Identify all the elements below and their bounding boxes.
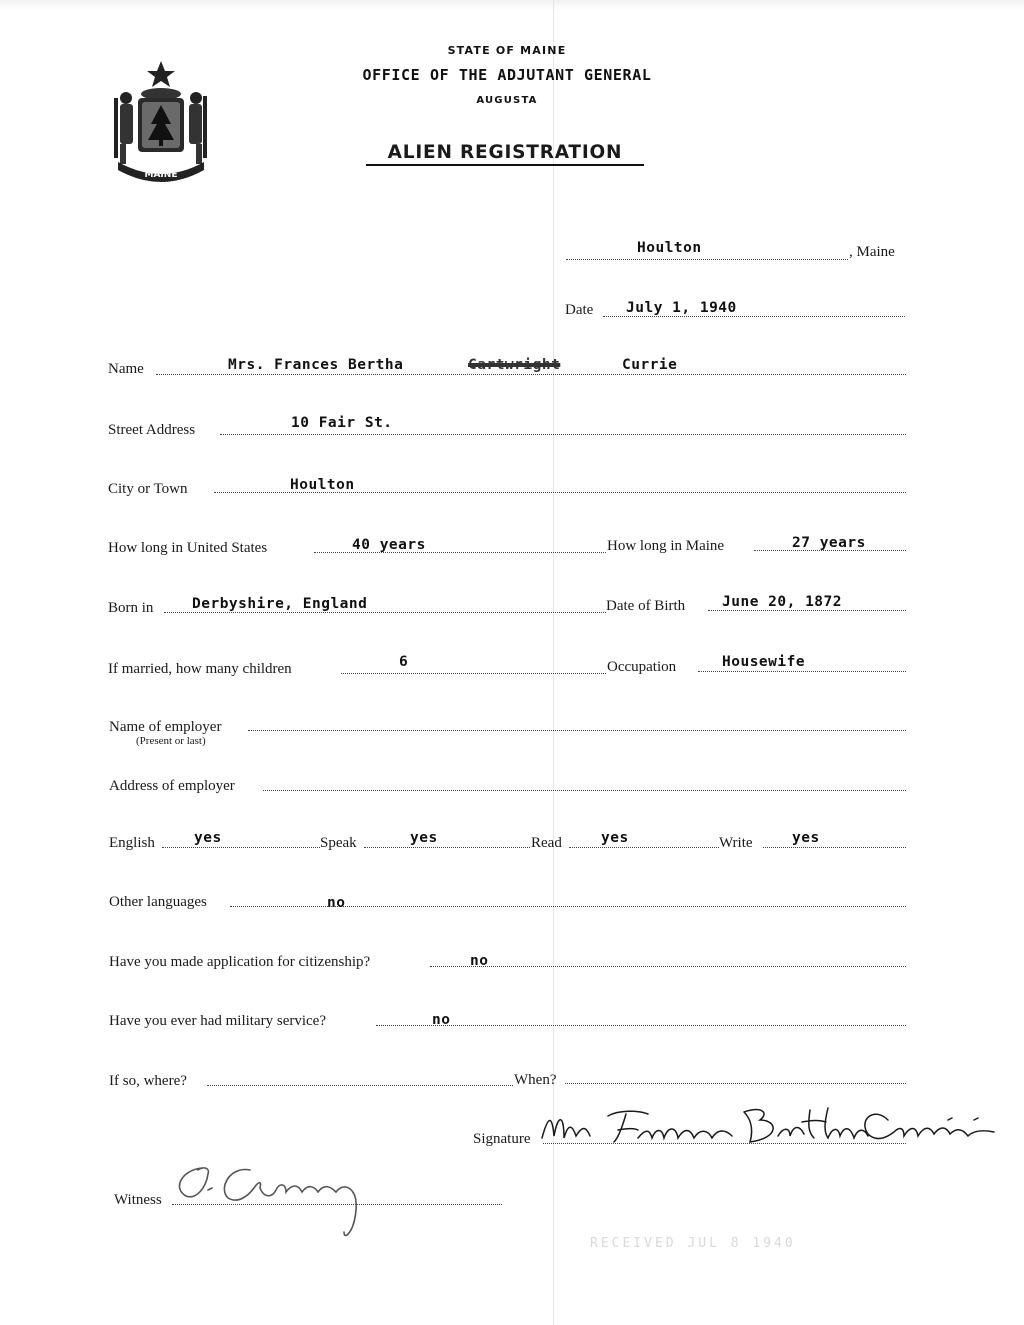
citizenship-value: no <box>470 953 489 969</box>
when-line <box>565 1083 906 1084</box>
if-so-where-line <box>207 1085 513 1086</box>
occupation-label: Occupation <box>607 659 677 675</box>
write-line <box>763 847 906 848</box>
seal-banner-text: MAINE <box>144 170 178 180</box>
write-value: yes <box>792 830 820 846</box>
birth-date-line <box>708 610 906 611</box>
speak-label: Speak <box>320 835 357 851</box>
street-line <box>220 434 906 435</box>
city-town-value: Houlton <box>290 477 355 493</box>
read-label: Read <box>531 835 562 851</box>
witness-signature-handwriting <box>168 1158 388 1244</box>
scan-edge <box>0 0 1024 10</box>
birth-date-label: Date of Birth <box>606 598 686 614</box>
city-town-label: City or Town <box>108 481 188 497</box>
when-label: When? <box>514 1072 557 1088</box>
english-line <box>162 847 320 848</box>
speak-line <box>364 847 530 848</box>
occupation-value: Housewife <box>722 654 806 670</box>
speak-value: yes <box>410 830 438 846</box>
witness-label: Witness <box>114 1192 162 1208</box>
signature-label: Signature <box>473 1131 531 1147</box>
employer-name-line <box>248 730 906 731</box>
birth-date-value: June 20, 1872 <box>722 594 842 610</box>
read-line <box>569 847 719 848</box>
children-line <box>341 673 606 674</box>
born-in-label: Born in <box>108 600 154 616</box>
town-line <box>566 259 848 260</box>
citizenship-line <box>430 966 906 967</box>
born-in-line <box>164 612 606 613</box>
town-state-suffix: , Maine <box>849 244 895 260</box>
write-label: Write <box>719 835 753 851</box>
employer-name-label: Name of employer <box>109 719 222 735</box>
name-surname-value: Currie <box>622 357 678 373</box>
employer-address-label: Address of employer <box>109 778 235 794</box>
office-heading: OFFICE OF THE ADJUTANT GENERAL <box>362 66 652 84</box>
maine-duration-label: How long in Maine <box>607 538 725 554</box>
military-label: Have you ever had military service? <box>109 1013 326 1029</box>
street-value: 10 Fair St. <box>291 415 393 431</box>
other-languages-value: no <box>327 895 346 911</box>
employer-name-sublabel: (Present or last) <box>136 735 206 747</box>
other-languages-label: Other languages <box>109 894 207 910</box>
citizenship-label: Have you made application for citizenship? <box>109 954 371 970</box>
signature-handwriting <box>538 1098 1008 1152</box>
maine-duration-value: 27 years <box>792 535 866 551</box>
name-struck-value: Cartwright <box>468 357 561 373</box>
name-label: Name <box>108 361 144 377</box>
received-stamp: RECEIVED JUL 8 1940 <box>590 1236 796 1251</box>
city-heading: AUGUSTA <box>476 95 538 106</box>
military-line <box>376 1025 906 1026</box>
born-in-value: Derbyshire, England <box>192 596 368 612</box>
english-value: yes <box>194 830 222 846</box>
form-title: ALIEN REGISTRATION <box>366 142 644 166</box>
us-duration-label: How long in United States <box>108 540 268 556</box>
date-label: Date <box>565 302 594 318</box>
english-label: English <box>109 835 155 851</box>
occupation-line <box>698 671 906 672</box>
employer-address-line <box>263 790 906 791</box>
state-heading: STATE OF MAINE <box>447 44 567 57</box>
name-line <box>156 374 906 375</box>
name-given-value: Mrs. Frances Bertha <box>228 357 404 373</box>
if-so-where-label: If so, where? <box>109 1073 187 1089</box>
town-value: Houlton <box>637 240 702 256</box>
children-label: If married, how many children <box>108 661 292 677</box>
read-value: yes <box>601 830 629 846</box>
us-duration-value: 40 years <box>352 537 426 553</box>
children-value: 6 <box>399 654 409 670</box>
date-line <box>603 316 905 317</box>
street-label: Street Address <box>108 422 196 438</box>
military-value: no <box>432 1012 451 1028</box>
date-value: July 1, 1940 <box>626 300 737 316</box>
